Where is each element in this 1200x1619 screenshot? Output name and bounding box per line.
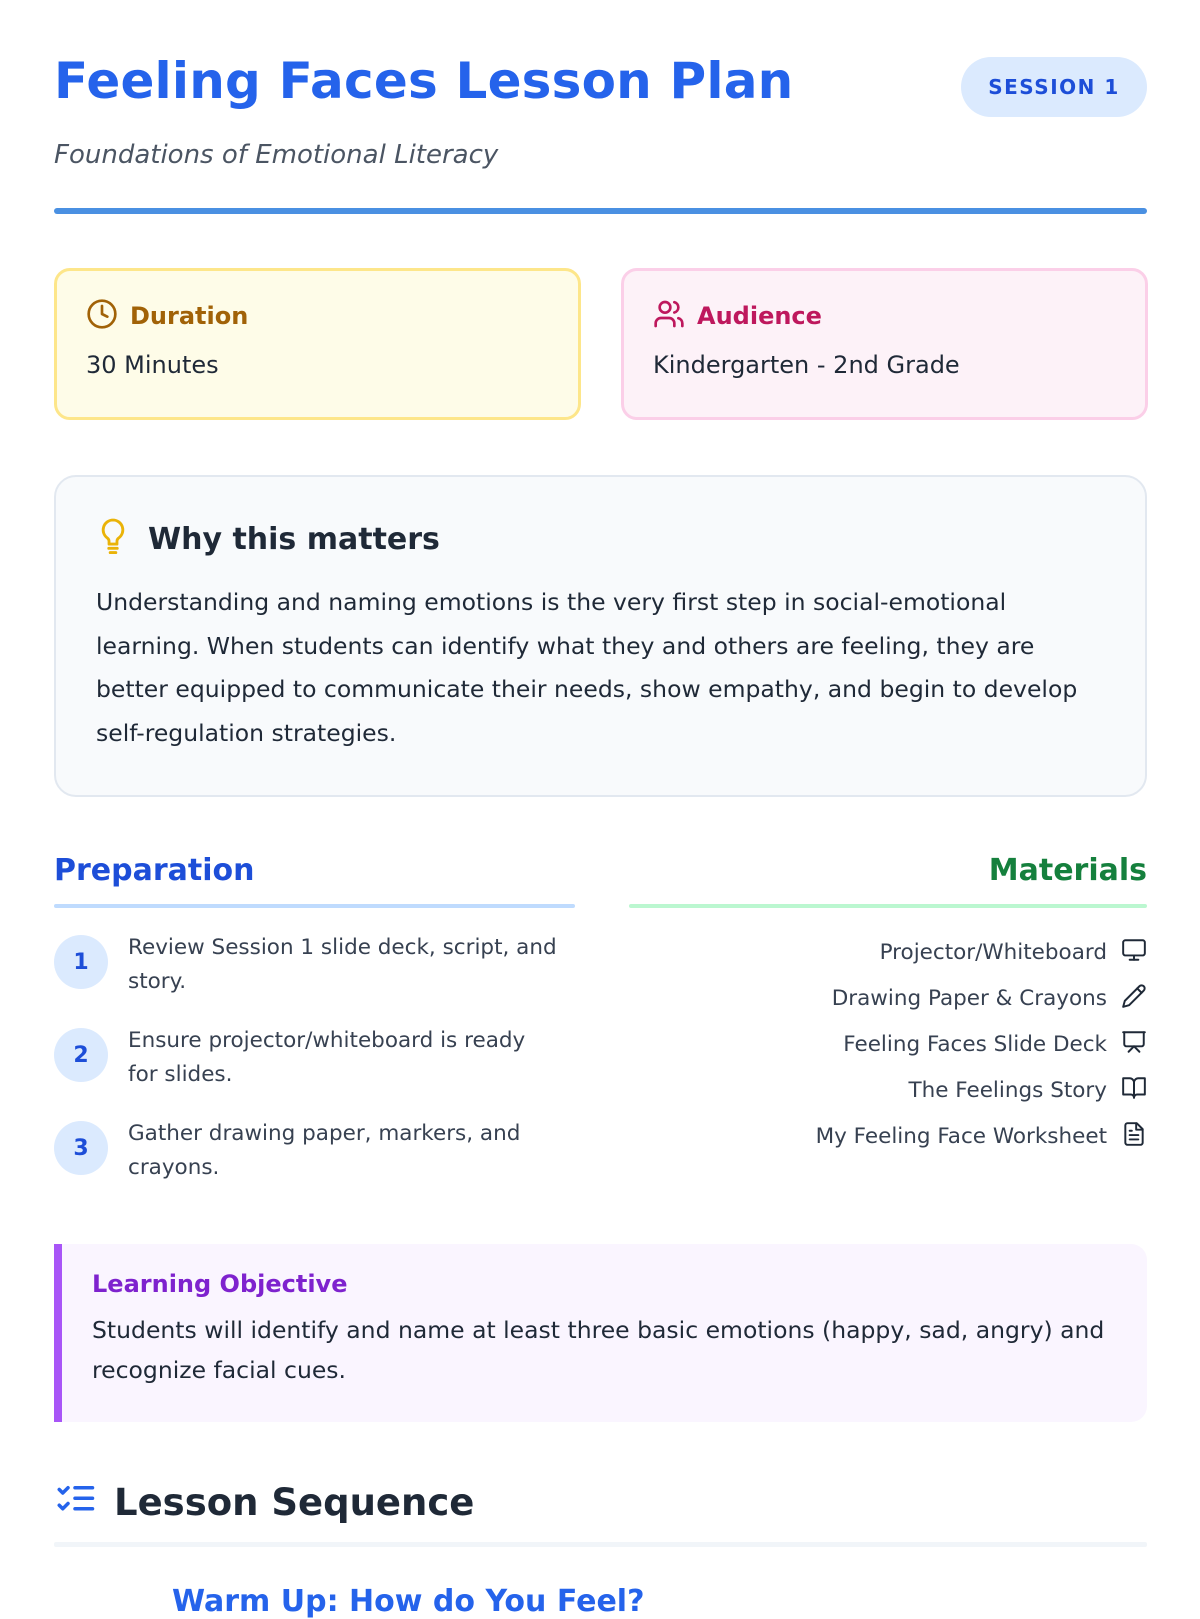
materials-title: Materials — [988, 853, 1147, 888]
audience-card — [621, 268, 1148, 420]
sequence-step-title: Warm Up: How do You Feel? — [172, 1584, 645, 1619]
preparation-divider — [54, 904, 575, 908]
duration-label: Duration — [130, 302, 249, 330]
session-badge: SESSION 1 — [961, 57, 1147, 117]
page-title: Feeling Faces Lesson Plan — [54, 52, 794, 110]
material-item — [832, 981, 1147, 1015]
step-number: 1 — [54, 935, 108, 989]
audience-label: Audience — [697, 302, 822, 330]
duration-value: 30 Minutes — [86, 351, 219, 379]
lesson-sequence-title: Lesson Sequence — [114, 1480, 475, 1524]
material-item — [816, 1119, 1147, 1153]
duration-card — [54, 268, 581, 420]
why-text: Understanding and naming emotions is the very first step in social-emotional learning. When students can identify what they and others are feeling, they are better equipped to communicate their needs, show empathy, and begin to develop self-regulation strategies. — [96, 588, 1078, 747]
why-this-matters-box — [54, 475, 1147, 797]
learning-objective-box — [54, 1244, 1147, 1422]
why-title: Why this matters — [148, 521, 440, 557]
monitor-icon — [1121, 937, 1147, 967]
users-icon — [653, 298, 685, 334]
material-item — [843, 1027, 1147, 1061]
step-number: 3 — [54, 1121, 108, 1175]
material-label: The Feelings Story — [908, 1077, 1107, 1103]
page-subtitle: Foundations of Emotional Literacy — [54, 140, 499, 170]
materials-divider — [629, 904, 1147, 908]
pencil-icon — [1121, 983, 1147, 1013]
step-text: Ensure projector/whiteboard is ready for slides. — [128, 1028, 526, 1087]
material-item — [880, 935, 1147, 969]
clock-icon — [86, 298, 118, 334]
material-label: My Feeling Face Worksheet — [815, 1123, 1107, 1149]
objective-text: Students will identify and name at least three basic emotions (happy, sad, angry) and recognize facial cues. — [92, 1316, 1105, 1384]
material-label: Feeling Faces Slide Deck — [843, 1031, 1107, 1057]
material-label: Drawing Paper & Crayons — [831, 985, 1107, 1011]
prep-step — [54, 935, 575, 1005]
lesson-plan-page — [54, 0, 1147, 1619]
checklist-icon — [54, 1479, 96, 1525]
material-item — [908, 1073, 1147, 1107]
presentation-icon — [1121, 1029, 1147, 1059]
objective-label: Learning Objective — [92, 1270, 348, 1298]
preparation-title: Preparation — [54, 853, 255, 888]
step-text: Review Session 1 slide deck, script, and story. — [128, 935, 557, 994]
prep-step — [54, 1121, 575, 1191]
audience-value: Kindergarten - 2nd Grade — [653, 351, 960, 379]
document-icon — [1121, 1121, 1147, 1151]
step-text: Gather drawing paper, markers, and crayons. — [128, 1121, 521, 1180]
lightbulb-icon — [96, 517, 130, 561]
lesson-sequence-header — [54, 1476, 474, 1528]
material-label: Projector/Whiteboard — [879, 939, 1107, 965]
book-icon — [1121, 1075, 1147, 1105]
header-divider — [54, 208, 1147, 214]
lesson-sequence-divider — [54, 1542, 1147, 1547]
step-number: 2 — [54, 1028, 108, 1082]
prep-step — [54, 1028, 575, 1098]
